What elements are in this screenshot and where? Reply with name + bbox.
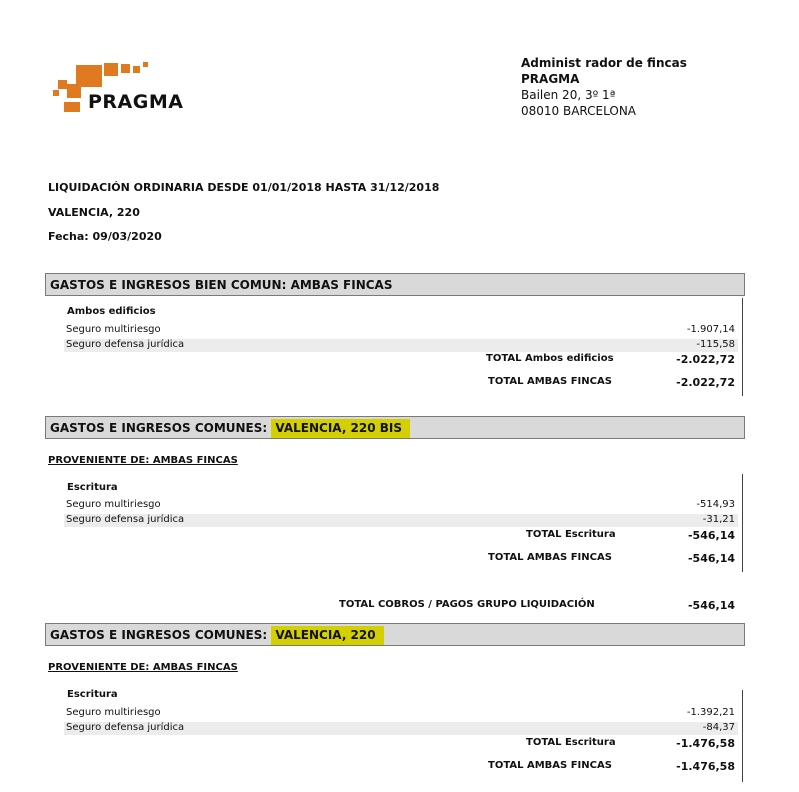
line-item-label: Seguro defensa jurídica — [66, 722, 185, 733]
line-item-label: Seguro multiriesgo — [66, 499, 161, 510]
line-item-label: Seguro defensa jurídica — [66, 339, 185, 350]
group-total-label: TOTAL Escritura — [526, 737, 616, 748]
total-label: TOTAL AMBAS FINCAS — [488, 760, 612, 771]
total-value: -1.476,58 — [676, 760, 735, 773]
line-item-value: -514,93 — [696, 499, 735, 510]
logo-square-icon — [53, 90, 59, 96]
group-total-value: -2.022,72 — [676, 353, 735, 366]
logo-square-icon — [64, 102, 80, 112]
document-date: Fecha: 09/03/2020 — [48, 230, 162, 243]
origin-label: PROVENIENTE DE: AMBAS FINCAS — [48, 455, 238, 466]
grand-total-value: -546,14 — [687, 599, 735, 612]
line-item-label: Seguro defensa jurídica — [66, 514, 185, 525]
section-title-prefix: GASTOS E INGRESOS COMUNES: — [50, 628, 268, 642]
section-header-valencia-220 — [45, 623, 745, 646]
group-total-value: -546,14 — [687, 529, 735, 542]
total-label: TOTAL AMBAS FINCAS — [488, 376, 612, 387]
pragma-logo — [52, 58, 212, 118]
column-rule — [742, 690, 743, 782]
logo-square-icon — [104, 63, 118, 76]
section-title: GASTOS E INGRESOS BIEN COMUN: AMBAS FINCAS — [50, 278, 393, 292]
line-item-value: -115,58 — [696, 339, 735, 350]
group-title: Escritura — [67, 482, 118, 493]
total-label: TOTAL AMBAS FINCAS — [488, 552, 612, 563]
line-item — [64, 707, 738, 720]
line-item-label: Seguro multiriesgo — [66, 324, 161, 335]
logo-square-icon — [121, 64, 130, 73]
section-header-bien-comun — [45, 273, 745, 296]
line-item — [64, 499, 738, 512]
logo-text: PRAGMA — [88, 91, 184, 113]
line-item — [64, 514, 738, 527]
section-title-highlight: VALENCIA, 220 — [271, 626, 383, 645]
group-total-label: TOTAL Escritura — [526, 529, 616, 540]
line-item — [64, 339, 738, 352]
line-item — [64, 722, 738, 735]
company-brand: PRAGMA — [521, 72, 580, 86]
section-header-valencia-220-bis — [45, 416, 745, 439]
company-address: Bailen 20, 3º 1ª — [521, 88, 616, 102]
column-rule — [742, 474, 743, 572]
origin-label: PROVENIENTE DE: AMBAS FINCAS — [48, 662, 238, 673]
company-city: 08010 BARCELONA — [521, 104, 637, 118]
section-title-prefix: GASTOS E INGRESOS COMUNES: — [50, 421, 268, 435]
line-item-label: Seguro multiriesgo — [66, 707, 161, 718]
group-title: Ambos edificios — [67, 306, 156, 317]
logo-square-icon — [58, 80, 67, 89]
document-property: VALENCIA, 220 — [48, 206, 140, 219]
document-title: LIQUIDACIÓN ORDINARIA DESDE 01/01/2018 HASTA 31/12/2018 — [48, 181, 440, 194]
line-item-value: -84,37 — [702, 722, 735, 733]
company-name: Administ rador de fincas — [521, 56, 687, 70]
group-total-value: -1.476,58 — [676, 737, 735, 750]
grand-total-label: TOTAL COBROS / PAGOS GRUPO LIQUIDACIÓN — [339, 599, 595, 610]
line-item-value: -1.392,21 — [686, 707, 735, 718]
group-title: Escritura — [67, 689, 118, 700]
line-item — [64, 324, 738, 337]
logo-square-icon — [67, 84, 81, 98]
line-item-value: -31,21 — [702, 514, 735, 525]
logo-square-icon — [143, 62, 148, 67]
company-info — [521, 55, 687, 119]
total-value: -546,14 — [687, 552, 735, 565]
column-rule — [742, 298, 743, 396]
logo-square-icon — [133, 66, 140, 73]
line-item-value: -1.907,14 — [686, 324, 735, 335]
group-total-label: TOTAL Ambos edificios — [486, 353, 614, 364]
section-title-highlight: VALENCIA, 220 BIS — [271, 419, 410, 438]
total-value: -2.022,72 — [676, 376, 735, 389]
